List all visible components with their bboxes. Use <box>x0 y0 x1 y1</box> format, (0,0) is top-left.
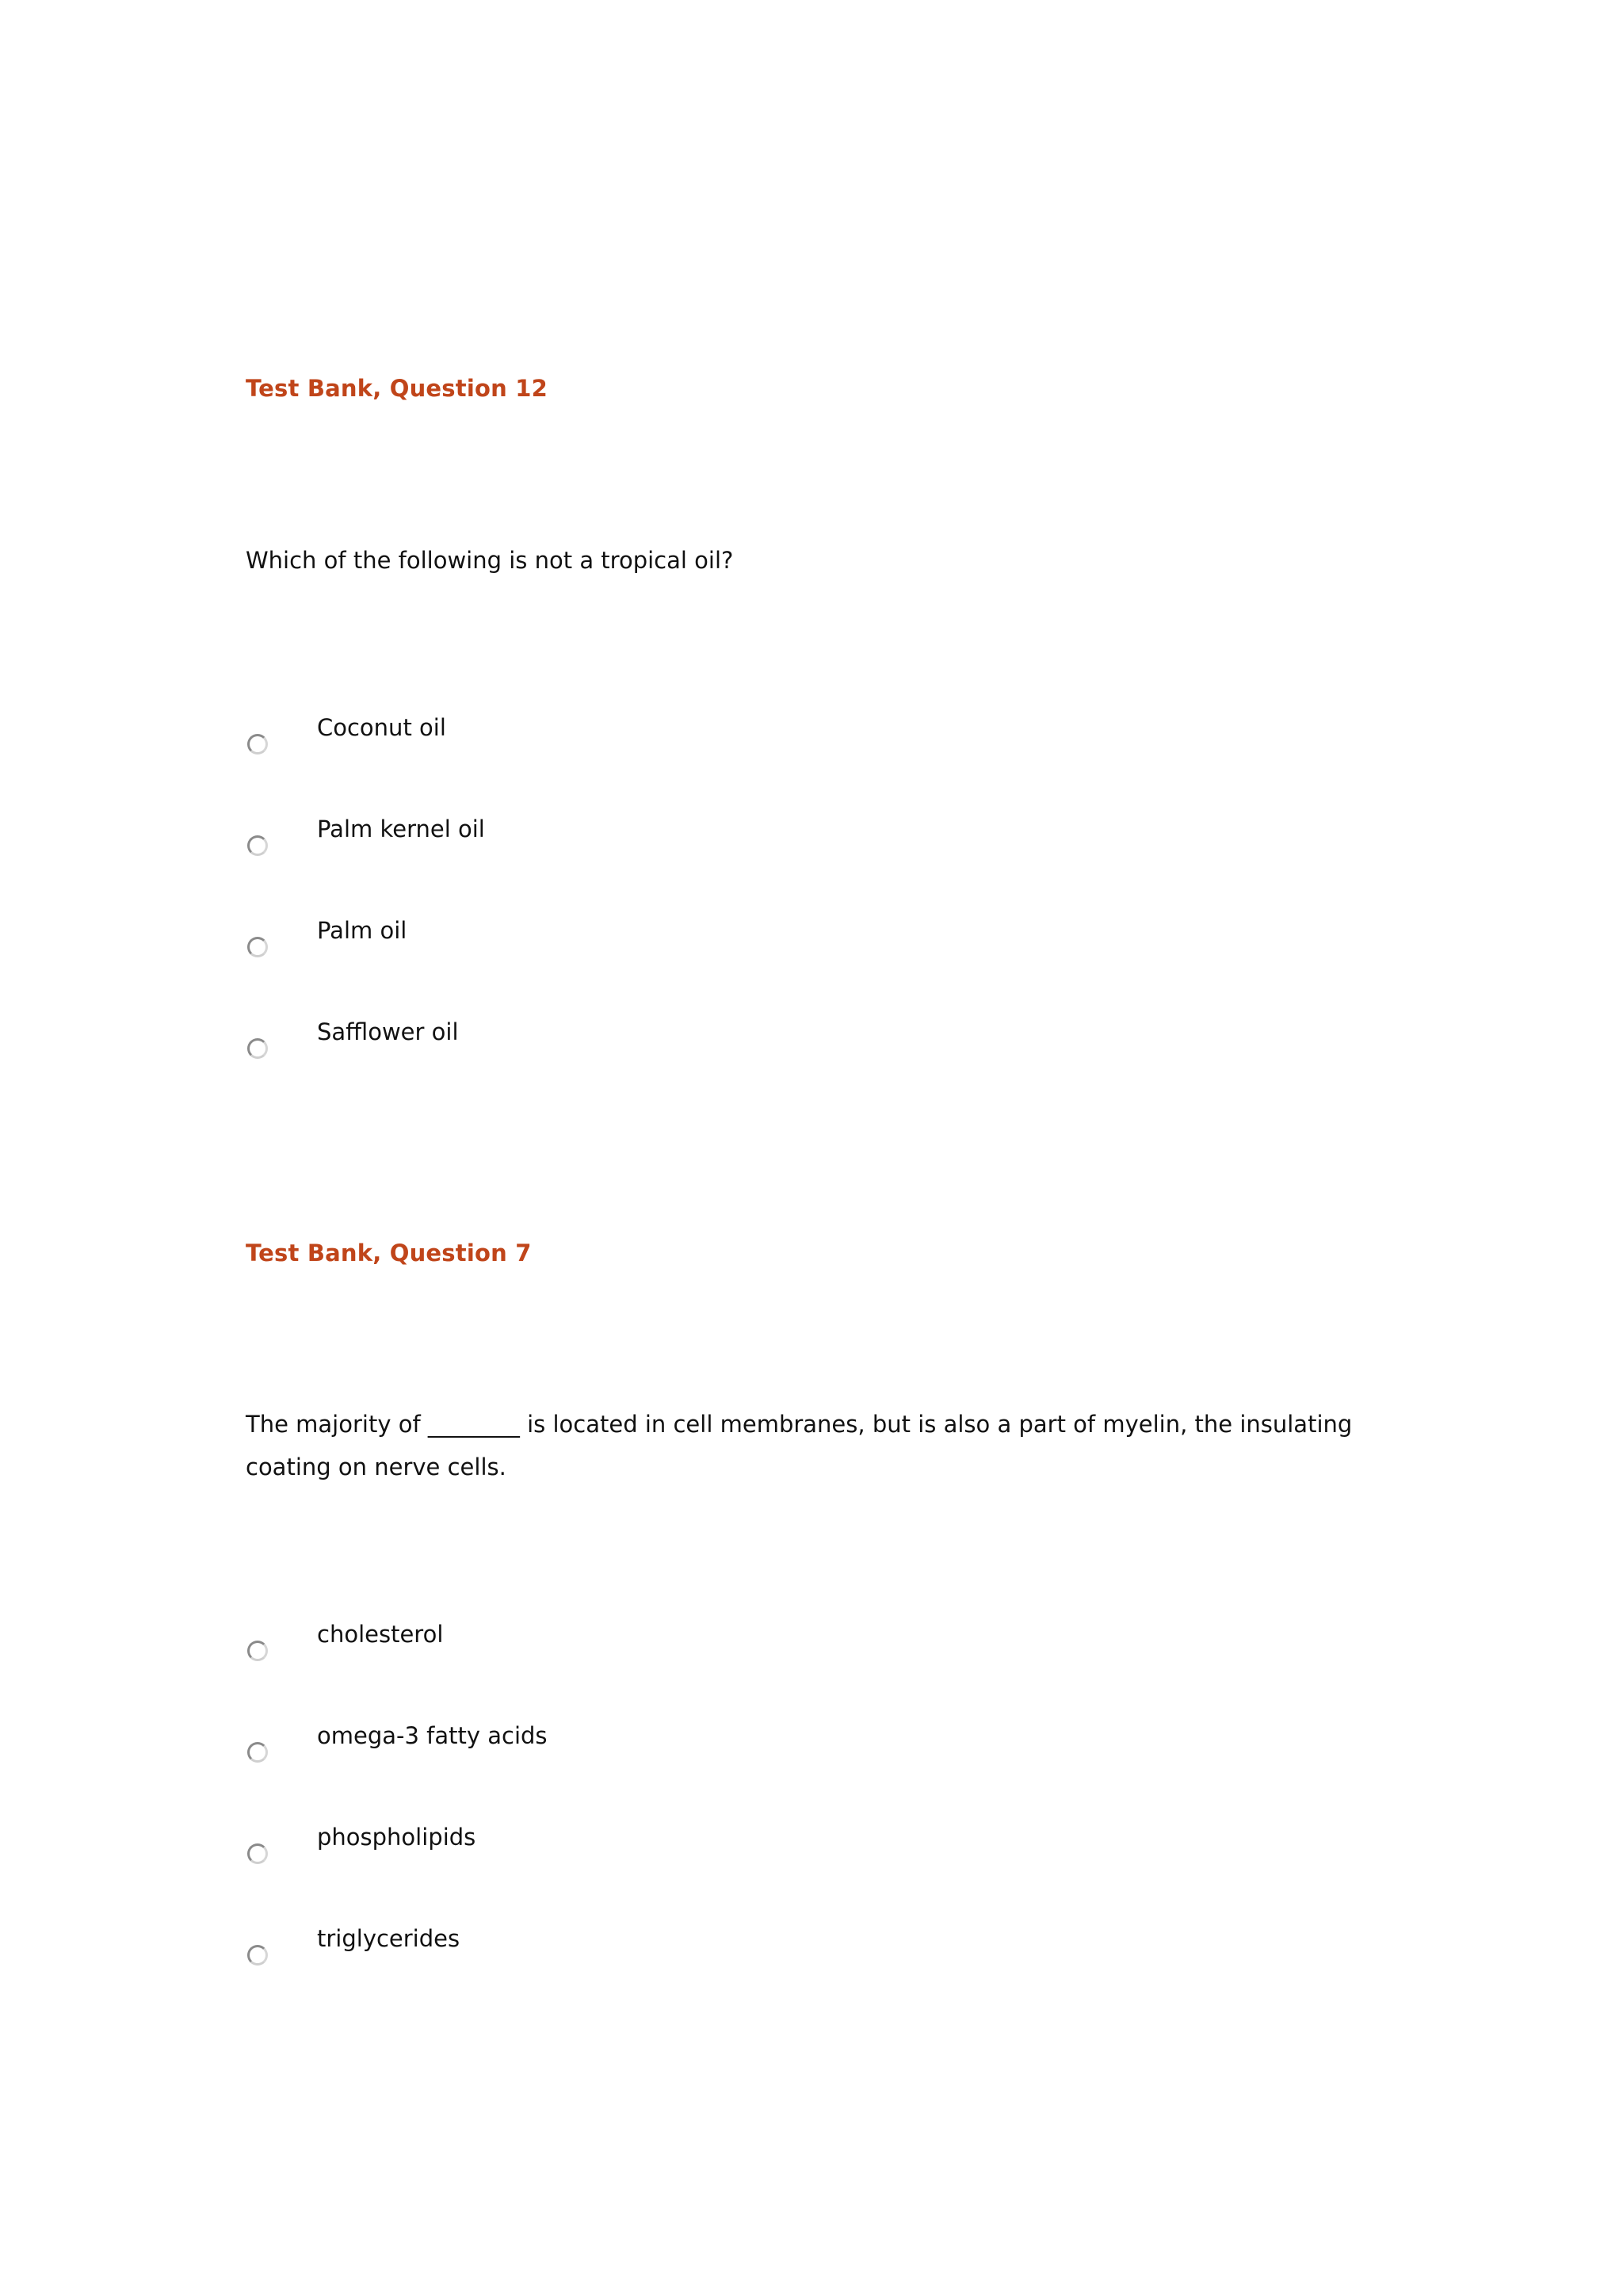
answer-choice-triglycerides[interactable] <box>247 1924 1040 1972</box>
answer-choice-palm-oil[interactable] <box>247 916 1040 964</box>
radio-button[interactable] <box>247 937 268 957</box>
choice-label: phospholipids <box>317 1824 476 1851</box>
question-text: The majority of ________ is located in cell membranes, but is also a part of myelin, the insulating coating on nerve cells. <box>246 1411 1353 1480</box>
choice-label: Palm oil <box>317 917 407 944</box>
answer-choice-coconut-oil[interactable] <box>247 713 1040 761</box>
radio-button[interactable] <box>247 1742 268 1763</box>
answer-choice-palm-kernel-oil[interactable] <box>247 815 1040 862</box>
answer-choice-safflower-oil[interactable] <box>247 1018 1040 1065</box>
answer-choice-omega-3-fatty-acids[interactable] <box>247 1721 1040 1769</box>
choice-label: Coconut oil <box>317 714 446 741</box>
question-title: Test Bank, Question 7 <box>246 1240 532 1266</box>
answer-choice-phospholipids[interactable] <box>247 1823 1040 1870</box>
choice-label: triglycerides <box>317 1925 460 1952</box>
choice-label: Palm kernel oil <box>317 816 485 842</box>
choice-label: Safflower oil <box>317 1018 459 1045</box>
radio-button[interactable] <box>247 734 268 755</box>
radio-button[interactable] <box>247 1038 268 1059</box>
question-text: Which of the following is not a tropical oil? <box>246 547 734 574</box>
radio-button[interactable] <box>247 835 268 856</box>
radio-button[interactable] <box>247 1945 268 1966</box>
choice-label: omega-3 fatty acids <box>317 1722 548 1749</box>
radio-button[interactable] <box>247 1641 268 1661</box>
answer-choice-cholesterol[interactable] <box>247 1620 1040 1668</box>
radio-button[interactable] <box>247 1843 268 1864</box>
choice-label: cholesterol <box>317 1621 444 1648</box>
question-title: Test Bank, Question 12 <box>246 375 548 402</box>
